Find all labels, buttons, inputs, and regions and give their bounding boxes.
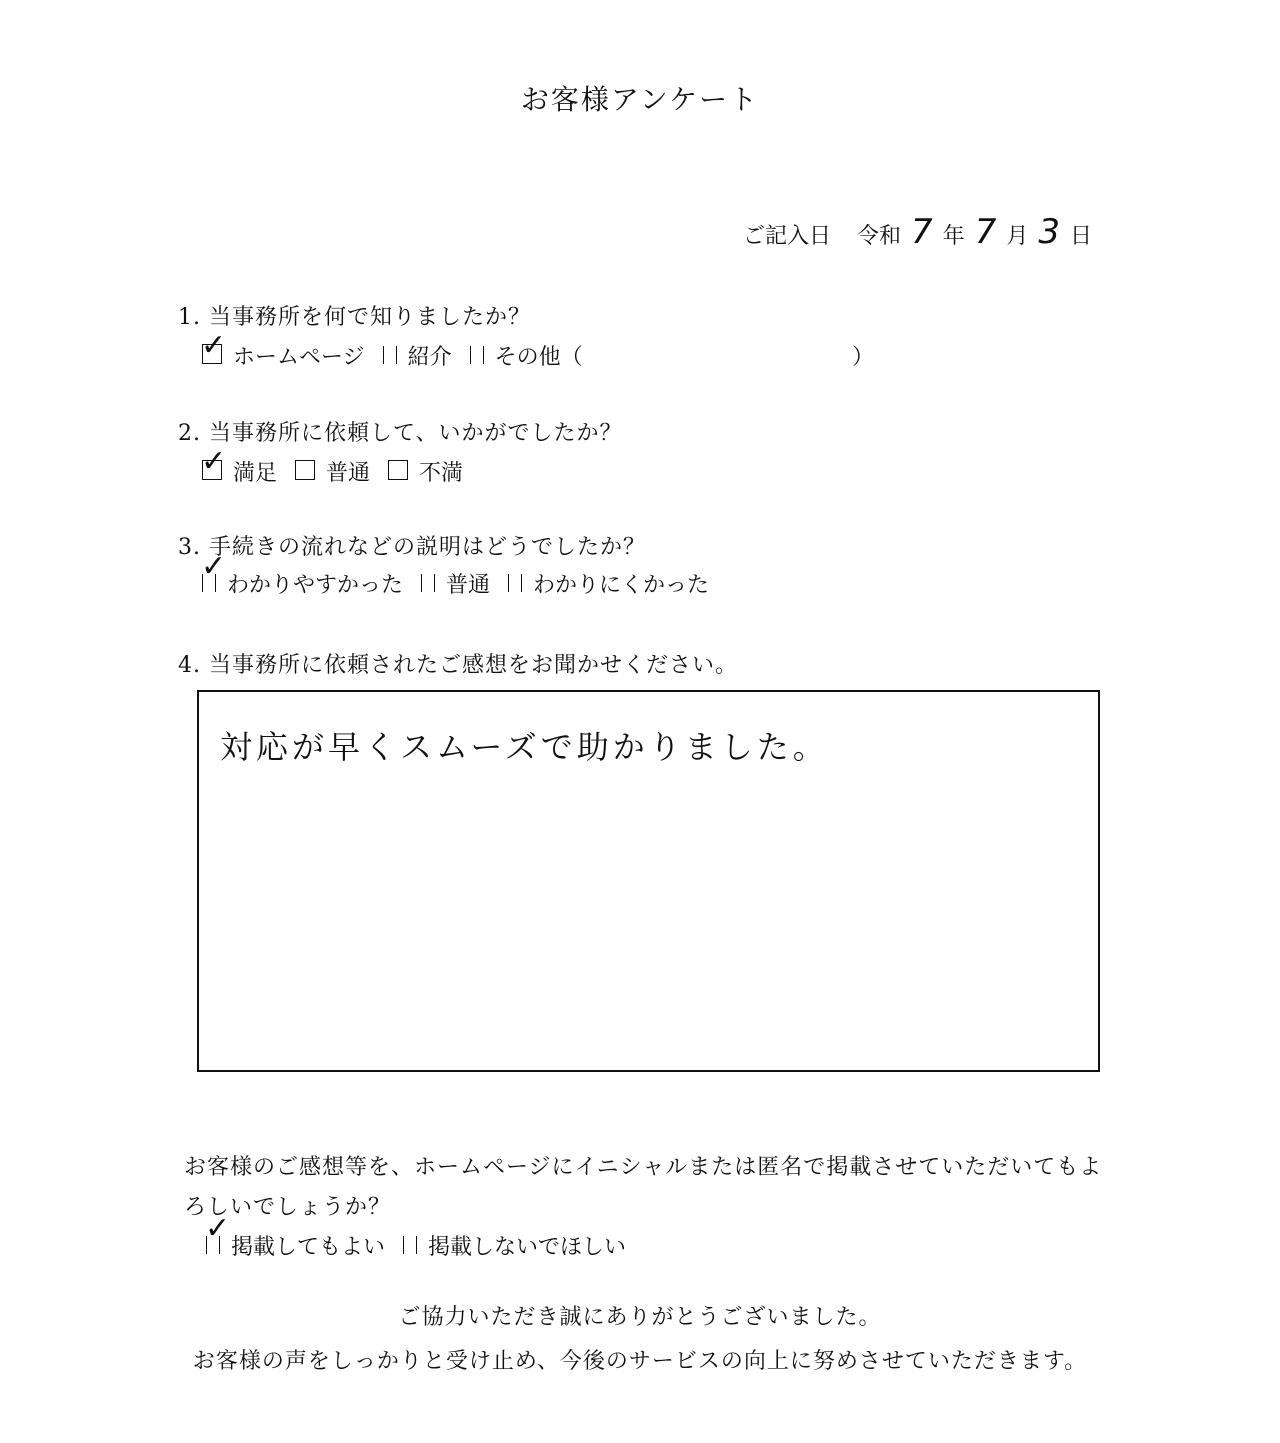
q2-option-satisfied[interactable] — [201, 444, 278, 487]
checkbox-dissatisfied[interactable] — [388, 460, 408, 480]
q3-option-unclear[interactable] — [508, 568, 709, 599]
q1-option-label: 紹介 — [407, 345, 452, 370]
q1-option-label: その他（ — [494, 345, 583, 370]
comment-handwritten-text: 対応が早くスムーズで助かりました。 — [220, 728, 829, 766]
q1-option-label: ホームページ — [233, 345, 365, 370]
question-3-text: 手続きの流れなどの説明はどうでしたか？ — [209, 535, 647, 560]
checkbox-unclear[interactable] — [508, 574, 522, 592]
checkbox-deny[interactable] — [403, 1236, 417, 1254]
consent-option-label: 掲載してもよい — [231, 1235, 386, 1260]
date-label: ご記入日 — [743, 224, 832, 249]
consent-option-deny[interactable] — [403, 1230, 626, 1261]
question-3-options — [201, 549, 710, 599]
check-mark-icon: ✓ — [201, 444, 227, 479]
date-month-unit: 月 — [1006, 224, 1029, 249]
date-year-unit: 年 — [942, 224, 965, 249]
q2-option-dissatisfied[interactable] — [388, 456, 463, 487]
question-2-options — [201, 444, 464, 487]
date-row — [743, 212, 1092, 252]
q2-option-normal[interactable] — [295, 456, 370, 487]
check-mark-icon: ✓ — [201, 549, 227, 584]
consent-question-line-2: ろしいでしょうか？ — [184, 1195, 392, 1220]
question-3-title — [178, 530, 646, 561]
consent-question-line-1: お客様のご感想等を、ホームページにイニシャルまたは匿名で掲載させていただいてもよ — [184, 1155, 1103, 1180]
question-1-options — [201, 328, 583, 371]
date-day-unit: 日 — [1069, 224, 1092, 249]
q2-option-label: 普通 — [326, 461, 371, 486]
q3-option-label: 普通 — [446, 573, 491, 598]
q1-option-other[interactable] — [470, 340, 583, 371]
question-4-title — [178, 648, 738, 679]
question-1-title — [178, 300, 531, 331]
question-2-title — [178, 416, 623, 447]
q3-option-normal[interactable] — [421, 568, 490, 599]
q3-option-clear[interactable] — [201, 549, 404, 599]
checkbox-normal[interactable] — [295, 460, 315, 480]
check-mark-icon: ✓ — [201, 328, 227, 363]
footer-thanks: ご協力いただき誠にありがとうございました。 — [398, 1305, 882, 1330]
page-title: お客様アンケート — [520, 83, 760, 116]
q3-option-label: わかりやすかった — [227, 573, 404, 598]
footer-message: お客様の声をしっかりと受け止め、今後のサービスの向上に努めさせていただきます。 — [192, 1349, 1088, 1374]
q1-option-homepage[interactable] — [201, 328, 365, 371]
checkbox-normal[interactable] — [421, 574, 435, 592]
date-day-value[interactable]: 3 — [1038, 212, 1060, 252]
question-1-number: 1. — [178, 305, 201, 330]
question-1-text: 当事務所を何で知りましたか？ — [209, 305, 532, 330]
checkbox-allow[interactable] — [205, 1211, 231, 1254]
checkbox-other[interactable] — [470, 346, 484, 364]
consent-options — [205, 1211, 627, 1261]
date-era: 令和 — [857, 224, 902, 249]
question-2-text: 当事務所に依頼して、いかがでしたか？ — [209, 421, 623, 446]
question-4-text: 当事務所に依頼されたご感想をお聞かせください。 — [209, 653, 739, 678]
q1-option-referral[interactable] — [383, 340, 452, 371]
question-2-number: 2. — [178, 421, 201, 446]
date-year-value[interactable]: 7 — [911, 212, 933, 252]
check-mark-icon: ✓ — [205, 1211, 231, 1246]
checkbox-satisfied[interactable] — [201, 444, 227, 480]
q2-option-label: 満足 — [233, 461, 278, 486]
checkbox-homepage[interactable] — [201, 328, 227, 364]
question-3-number: 3. — [178, 535, 201, 560]
consent-option-label: 掲載しないでほしい — [428, 1235, 627, 1260]
q2-option-label: 不満 — [419, 461, 464, 486]
date-month-value[interactable]: 7 — [974, 212, 997, 252]
q3-option-label: わかりにくかった — [533, 573, 710, 598]
question-4-number: 4. — [178, 653, 201, 678]
consent-option-allow[interactable] — [205, 1211, 386, 1261]
q1-other-close-paren: ） — [852, 345, 875, 370]
checkbox-referral[interactable] — [383, 346, 397, 364]
checkbox-clear[interactable] — [201, 549, 227, 592]
